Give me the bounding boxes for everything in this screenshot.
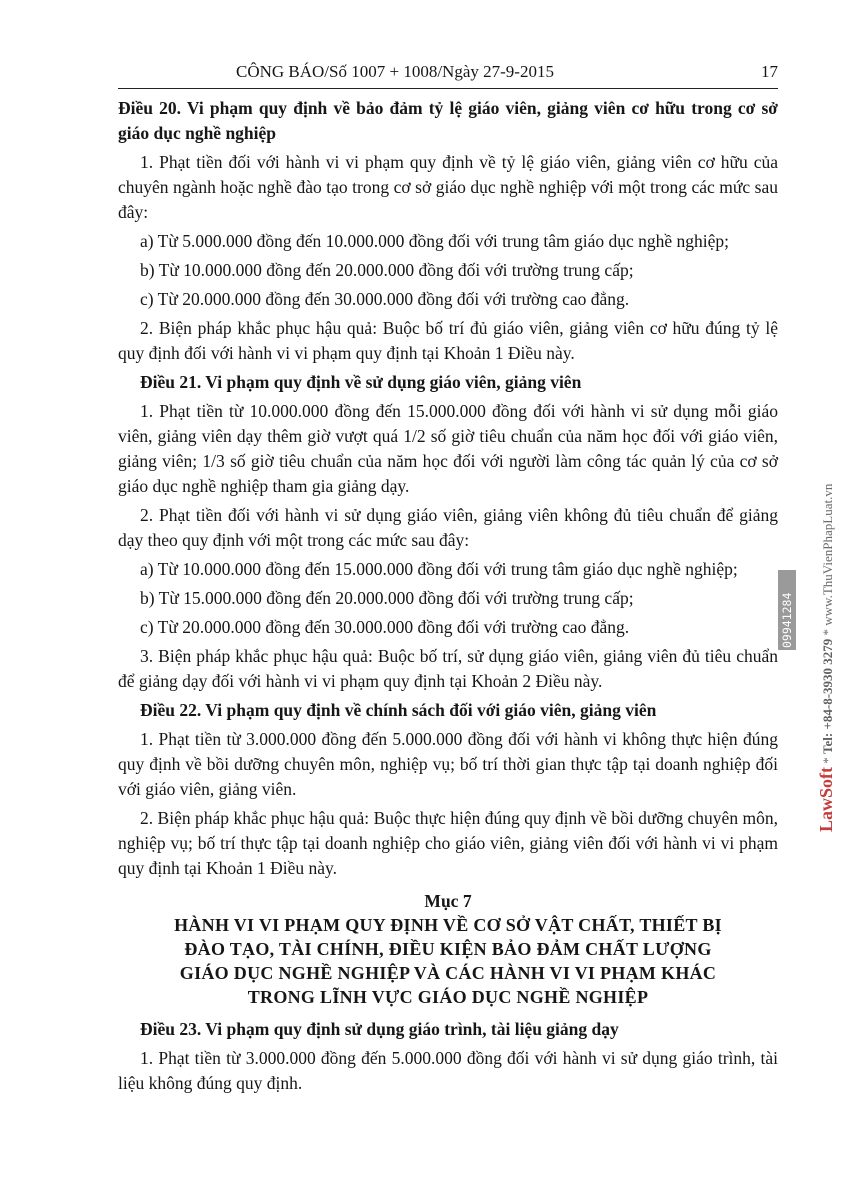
article-20-clause-2: 2. Biện pháp khắc phục hậu quả: Buộc bố trí đủ giáo viên, giảng viên cơ hữu đúng tỷ lệ quy định đối với hành vi vi phạm quy định tại Khoản 1 Điều này. xyxy=(118,318,778,363)
page-number: 17 xyxy=(761,62,778,81)
watermark-separator: * xyxy=(820,753,835,767)
watermark-text xyxy=(813,484,841,832)
article-21-heading: Điều 21. Vi phạm quy định về sử dụng giáo viên, giảng viên xyxy=(140,372,582,392)
document-body xyxy=(118,96,778,1100)
watermark-separator: * xyxy=(820,625,835,639)
section-title-line: TRONG LĨNH VỰC GIÁO DỤC NGHỀ NGHIỆP xyxy=(247,987,649,1007)
section-title-line: HÀNH VI VI PHẠM QUY ĐỊNH VỀ CƠ SỞ VẬT CHẤT, THIẾT BỊ xyxy=(174,915,722,935)
article-20-heading: Điều 20. Vi phạm quy định về bảo đảm tỷ lệ giáo viên, giảng viên cơ hữu trong cơ sở giáo dục nghề nghiệp xyxy=(118,98,778,143)
article-22-clause-1: 1. Phạt tiền từ 3.000.000 đồng đến 5.000.000 đồng đối với hành vi không thực hiện đúng quy định về bồi dưỡng chuyên môn, nghiệp vụ; bố trí thời gian thực tập tại doanh nghiệp đối với giáo viên, giảng viên. xyxy=(118,729,778,799)
article-21-point-b: b) Từ 15.000.000 đồng đến 20.000.000 đồng đối với trường trung cấp; xyxy=(140,588,634,608)
article-22-clause-2: 2. Biện pháp khắc phục hậu quả: Buộc thực hiện đúng quy định về bồi dưỡng chuyên môn, nghiệp vụ; bố trí thực tập tại doanh nghiệp cho giáo viên, giảng viên đối với hành vi vi phạm quy định tại Khoản 1 Điều này. xyxy=(118,808,778,878)
article-20-point-b: b) Từ 10.000.000 đồng đến 20.000.000 đồng đối với trường trung cấp; xyxy=(140,260,634,280)
watermark-website: www.ThuVienPhapLuat.vn xyxy=(820,483,835,626)
page-header xyxy=(118,58,778,89)
article-20-point-a: a) Từ 5.000.000 đồng đến 10.000.000 đồng đối với trung tâm giáo dục nghề nghiệp; xyxy=(140,231,730,251)
article-21-clause-3: 3. Biện pháp khắc phục hậu quả: Buộc bố trí, sử dụng giáo viên, giảng viên đủ tiêu chuẩn để giảng dạy đối với hành vi vi phạm quy định tại Khoản 2 Điều này. xyxy=(118,646,778,691)
article-20-clause-1: 1. Phạt tiền đối với hành vi vi phạm quy định về tỷ lệ giáo viên, giảng viên cơ hữu của chuyên ngành hoặc nghề đào tạo trong cơ sở giáo dục nghề nghiệp với một trong các mức sau đây: xyxy=(118,152,778,222)
article-20-point-c: c) Từ 20.000.000 đồng đến 30.000.000 đồng đối với trường cao đẳng. xyxy=(140,289,630,309)
section-label: Mục 7 xyxy=(424,891,472,911)
article-21-point-c: c) Từ 20.000.000 đồng đến 30.000.000 đồng đối với trường cao đẳng. xyxy=(140,617,630,637)
section-title-line: GIÁO DỤC NGHỀ NGHIỆP VÀ CÁC HÀNH VI VI PHẠM KHÁC xyxy=(179,963,717,983)
section-title-line: ĐÀO TẠO, TÀI CHÍNH, ĐIỀU KIỆN BẢO ĐẢM CHẤT LƯỢNG xyxy=(184,939,712,959)
document-code-badge xyxy=(778,570,796,650)
article-23-clause-1: 1. Phạt tiền từ 3.000.000 đồng đến 5.000.000 đồng đối với hành vi sử dụng giáo trình, tài liệu không đúng quy định. xyxy=(118,1048,778,1093)
gazette-title: CÔNG BÁO/Số 1007 + 1008/Ngày 27-9-2015 xyxy=(236,62,554,81)
article-22-heading: Điều 22. Vi phạm quy định về chính sách đối với giáo viên, giảng viên xyxy=(140,700,657,720)
article-21-clause-1: 1. Phạt tiền từ 10.000.000 đồng đến 15.000.000 đồng đối với hành vi sử dụng mỗi giáo viên, giảng viên dạy thêm giờ vượt quá 1/2 số giờ tiêu chuẩn của năm học đối với giáo viên, giảng viên; 1/3 số giờ tiêu chuẩn của năm học đối với người làm công tác quản lý của cơ sở giáo dục nghề nghiệp tham gia giảng dạy. xyxy=(118,401,778,496)
article-21-clause-2: 2. Phạt tiền đối với hành vi sử dụng giáo viên, giảng viên không đủ tiêu chuẩn để giảng dạy theo quy định với một trong các mức sau đây: xyxy=(118,505,778,550)
watermark-brand: LawSoft xyxy=(816,766,836,832)
article-23-heading: Điều 23. Vi phạm quy định sử dụng giáo trình, tài liệu giảng dạy xyxy=(140,1019,619,1039)
side-watermark xyxy=(800,392,836,832)
article-21-point-a: a) Từ 10.000.000 đồng đến 15.000.000 đồng đối với trung tâm giáo dục nghề nghiệp; xyxy=(140,559,738,579)
section-title xyxy=(118,913,778,1009)
watermark-phone: Tel: +84-8-3930 3279 xyxy=(820,638,835,754)
document-code: 09941284 xyxy=(780,592,794,648)
